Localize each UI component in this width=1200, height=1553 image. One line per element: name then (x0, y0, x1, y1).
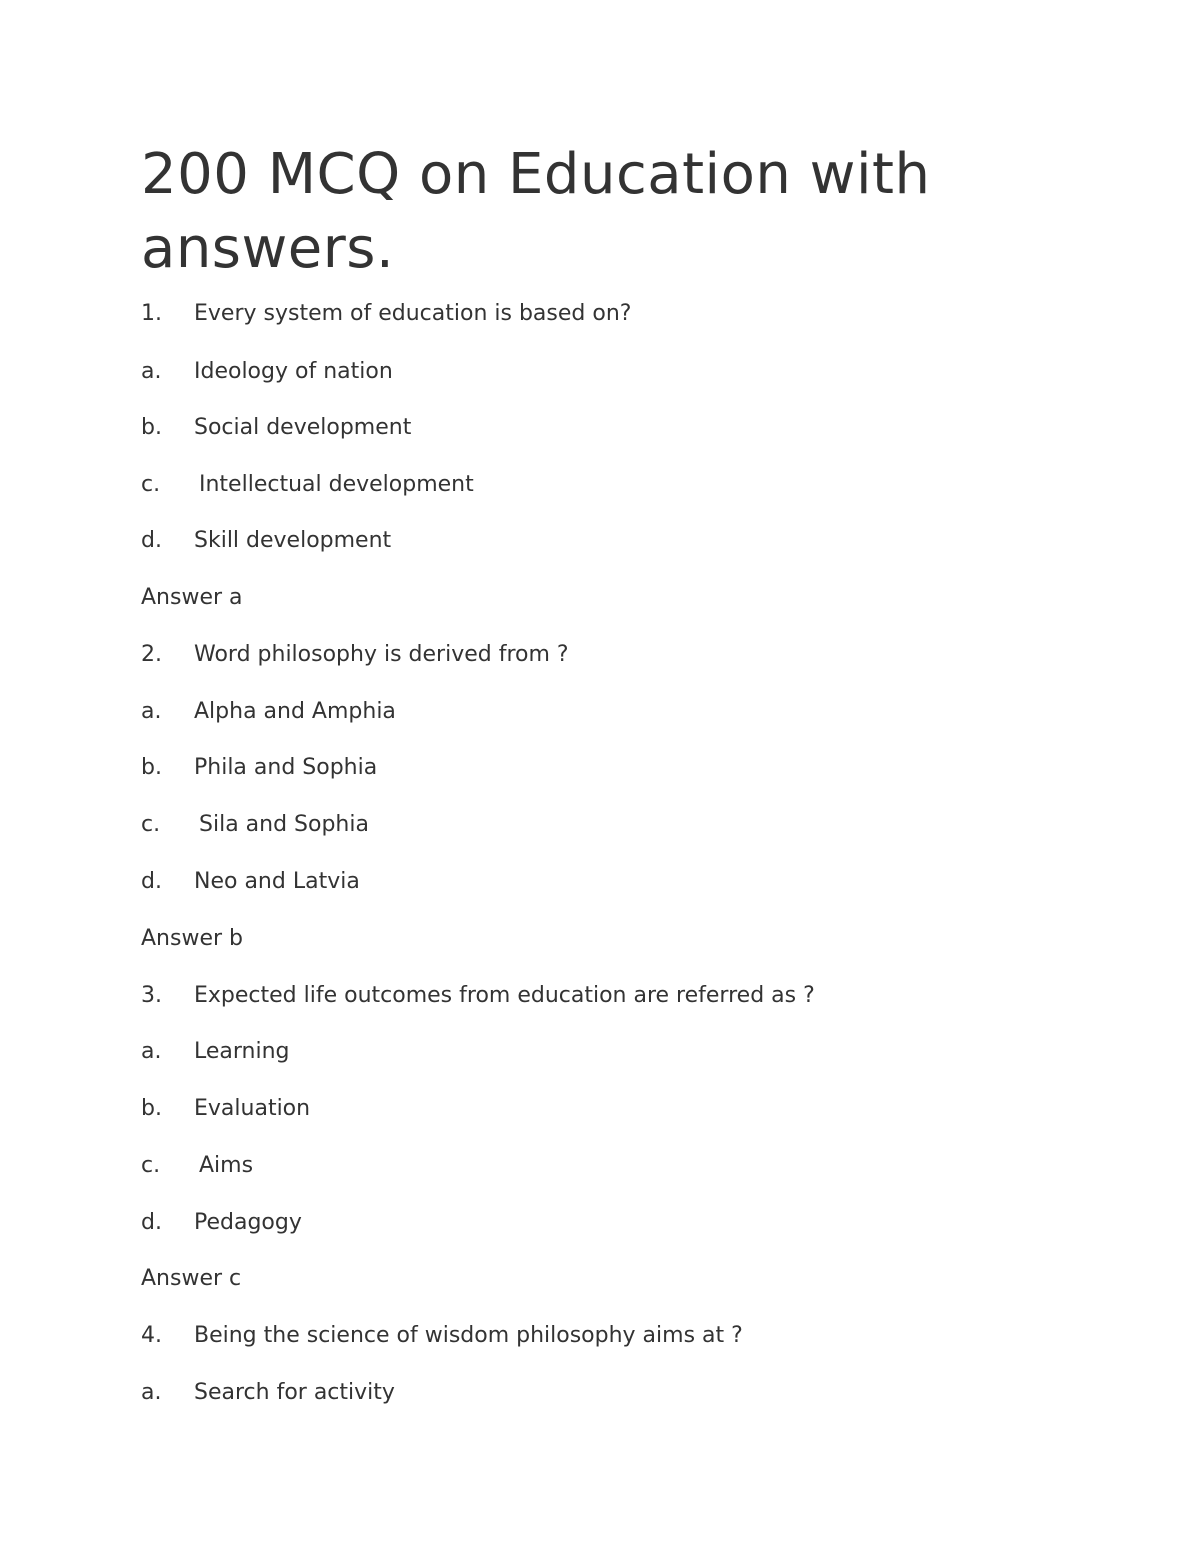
option-letter: d. (141, 1210, 162, 1235)
option-text: Ideology of nation (194, 359, 393, 384)
question-number: 2. (141, 642, 162, 667)
question-text: Being the science of wisdom philosophy aims at ? (194, 1323, 743, 1348)
option-text: Intellectual development (199, 472, 474, 497)
option-letter: d. (141, 869, 162, 894)
option-letter: a. (141, 1380, 162, 1405)
option-letter: b. (141, 1096, 162, 1121)
option-text: Neo and Latvia (194, 869, 360, 894)
option-text: Evaluation (194, 1096, 311, 1121)
option-letter: a. (141, 359, 162, 384)
page-title: 200 MCQ on Education with answers. (141, 142, 931, 281)
question-number: 3. (141, 983, 162, 1008)
option-letter: a. (141, 1039, 162, 1064)
question-number: 4. (141, 1323, 162, 1348)
question-text: Expected life outcomes from education are referred as ? (194, 983, 815, 1008)
option-letter: b. (141, 755, 162, 780)
option-text: Learning (194, 1039, 290, 1064)
option-text: Sila and Sophia (199, 812, 369, 837)
question-number: 1. (141, 301, 162, 326)
option-text: Skill development (194, 528, 392, 553)
option-text: Phila and Sophia (194, 755, 378, 780)
question-text: Word philosophy is derived from ? (194, 642, 569, 667)
option-text: Social development (194, 415, 412, 440)
answer-3: Answer c (141, 1266, 242, 1291)
option-text: Search for activity (194, 1380, 395, 1405)
answer-2: Answer b (141, 926, 243, 951)
option-letter: b. (141, 415, 162, 440)
option-text: Alpha and Amphia (194, 699, 396, 724)
option-text: Pedagogy (194, 1210, 302, 1235)
option-letter: c. (141, 1153, 161, 1178)
option-letter: c. (141, 812, 161, 837)
option-letter: a. (141, 699, 162, 724)
answer-1: Answer a (141, 585, 243, 610)
option-text: Aims (199, 1153, 254, 1178)
option-letter: d. (141, 528, 162, 553)
question-text: Every system of education is based on? (194, 301, 632, 326)
option-letter: c. (141, 472, 161, 497)
